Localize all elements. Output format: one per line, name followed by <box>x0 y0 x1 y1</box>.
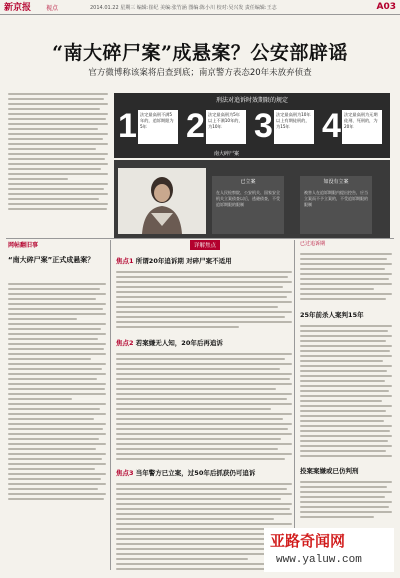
case-body: 在人民检察院、公安机关、国家安全机关立案侦查以后，逃避侦查，不受追诉期限的限制 <box>216 190 280 207</box>
rule-item-2 <box>186 106 248 148</box>
sidebar-head: 网帖翻旧事 <box>8 242 39 249</box>
page-number: A03 <box>376 2 396 12</box>
section-label: 视点 <box>46 5 59 12</box>
analysis-section-2-text <box>116 350 292 462</box>
analysis-section-3-title <box>116 468 292 477</box>
portrait-image <box>118 168 206 234</box>
horizontal-divider <box>6 238 394 239</box>
section-title: 若案嫌无人知，20年后再追诉 <box>135 339 223 347</box>
masthead-meta: 2014.01.22 星期三 编辑:崔纪 美编:张竹涵 图编:陈小川 校对:吴兴发 责任编辑:王志 <box>90 5 277 11</box>
rule-text: 法定最高刑不满5年的，追诉期限为5年 <box>138 110 178 144</box>
rule-text: 法定最高刑为无期徒刑、死刑的，为20年 <box>342 110 382 144</box>
photo-label: 南大碎尸案 <box>214 151 240 157</box>
victim-photo <box>118 168 206 234</box>
rule-number: 1 <box>118 107 137 145</box>
column-divider <box>110 240 111 570</box>
watermark-name: 亚路奇闻网 <box>270 532 346 550</box>
rule-text: 法定最高刑为10年以上有期徒刑的，为15年 <box>274 110 314 144</box>
sidebar-title: “南大碎尸案”正式成悬案？ <box>8 256 95 264</box>
masthead <box>0 0 400 15</box>
case-body: 被害人在追诉期限内提出控告，应当立案而不予立案的，不受追诉期限的限制 <box>304 190 368 207</box>
right-column-subtitle-1: 25年前杀人案判15年 <box>300 311 364 319</box>
section-tag: 焦点1 <box>116 257 134 265</box>
column-divider <box>294 240 295 530</box>
rule-item-1 <box>118 106 180 148</box>
section-title: 所谓20年追诉期 对碎尸案不适用 <box>135 257 232 265</box>
rule-number: 2 <box>186 107 205 145</box>
headline: “南大碎尸案”成悬案？公安部辟谣 <box>52 42 348 64</box>
analysis-section-1-text <box>116 268 292 330</box>
rule-item-3 <box>254 106 316 148</box>
case-box-filed <box>212 176 284 234</box>
section-tag: 焦点3 <box>116 469 134 477</box>
section-title: 当年警方已立案，过50年后抓获仍可追诉 <box>135 469 256 477</box>
case-box-not-filed <box>300 176 372 234</box>
rule-number: 4 <box>322 107 341 145</box>
case-title: 如没有立案 <box>323 179 349 185</box>
right-column-text-2 <box>300 322 392 460</box>
rule-item-4 <box>322 106 384 148</box>
article-column-left <box>8 90 108 232</box>
analysis-section-1-title <box>116 256 292 265</box>
right-column-head: 已过追诉期 <box>300 241 326 247</box>
section-tag: 焦点2 <box>116 339 134 347</box>
right-column-text-3 <box>300 478 392 524</box>
right-column-subtitle-2: 投案案嫌或已仿判刑 <box>300 467 359 475</box>
rule-number: 3 <box>254 107 273 145</box>
case-title: 已立案 <box>240 179 256 185</box>
right-column-text-1 <box>300 250 392 306</box>
subheadline: 官方微博称该案将启查到底；南京警方表态20年未放弃侦查 <box>88 68 312 78</box>
newspaper-logo: 新京报 <box>4 3 32 13</box>
analysis-section-2-title <box>116 338 292 347</box>
rule-box-title: 刑法对追诉时效期限的规定 <box>215 97 288 104</box>
sidebar-text <box>8 280 106 570</box>
site-watermark <box>264 528 394 572</box>
watermark-url: www.yaluw.com <box>276 554 362 566</box>
rule-text: 法定最高刑为5年以上不满10年的，为10年 <box>206 110 246 144</box>
analysis-tag: 详解焦点 <box>190 240 220 250</box>
